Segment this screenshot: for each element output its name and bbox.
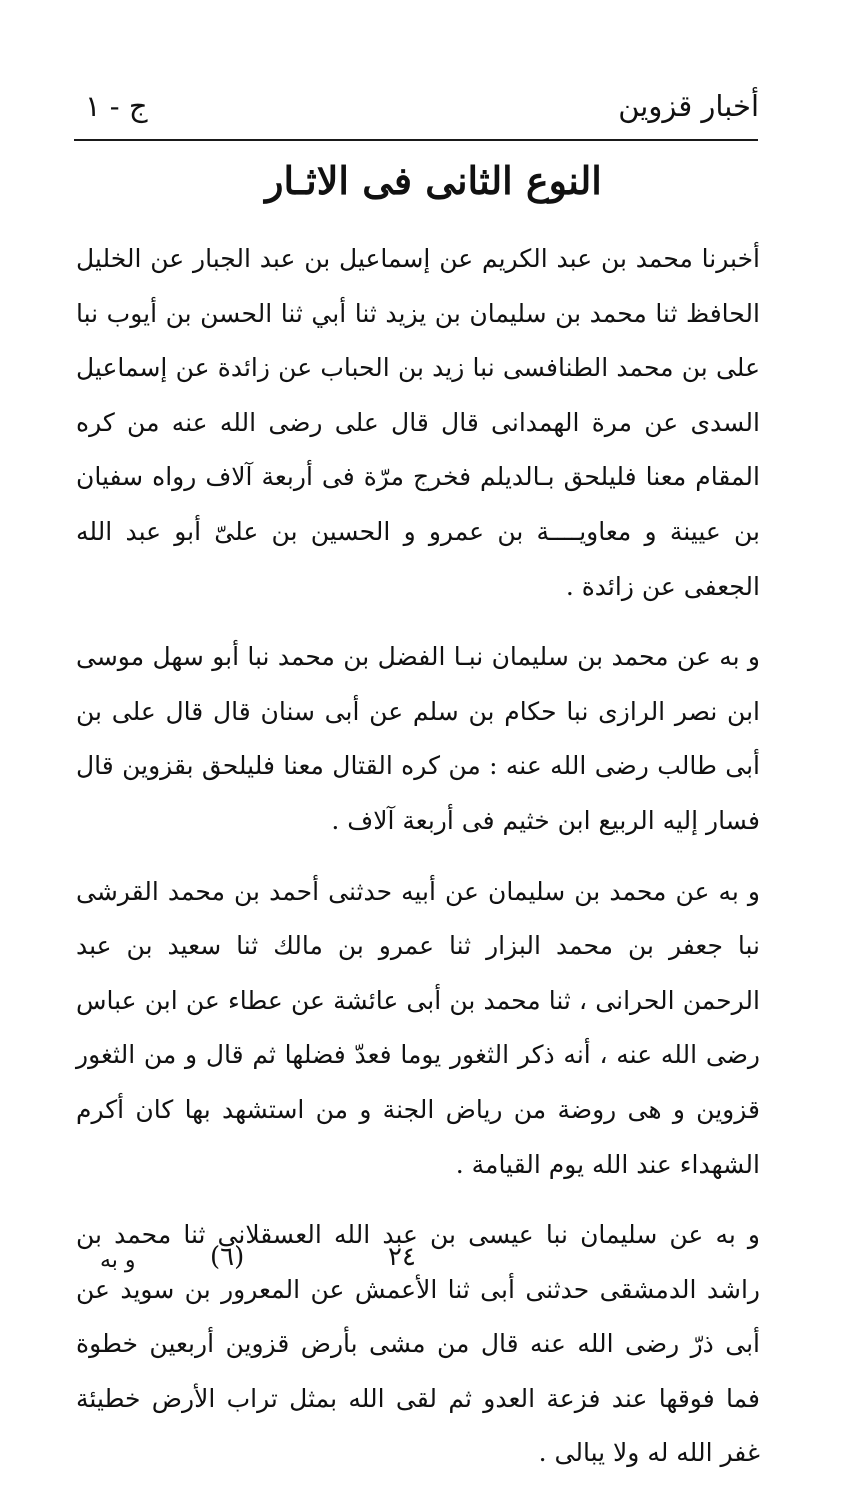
body-text <box>76 232 760 1497</box>
paragraph: و به عن محمد بن سليمان نبـا الفضل بن محمد نبا أبو سهل موسى ابن نصر الرازى نبا حكام بن سلم عن أبى سنان قال قال على بن أبى طالب رضى الله عنه : من كره القتال معنا فليلحق بقزوين قال فسار إليه الربيع ابن خثيم فى أربعة آلاف . <box>76 642 760 835</box>
volume-label: ج - ١ <box>85 89 148 123</box>
page-footer <box>0 1242 867 1282</box>
signature-mark: (٦) <box>210 1242 245 1272</box>
catchword: و به <box>100 1248 136 1273</box>
section-title: النوع الثانى فى الاثـار <box>265 158 602 203</box>
paragraph: و به عن سليمان نبا عيسى بن عبد الله العسقلانى ثنا محمد بن راشد الدمشقى حدثنى أبى ثنا الأعمش عن المعرور بن سويد عن أبى ذرّ رضى الله عنه قال من مشى بأرض قزوين أربعين خطوة فما فوقها عند فزعة العدو ثم لقى الله بمثل تراب الأرض خطيئة غفر الله له ولا يبالى . <box>76 1220 760 1468</box>
running-title: أخبار قزوين <box>618 89 759 123</box>
paragraph: و به عن محمد بن سليمان عن أبيه حدثنى أحمد بن محمد القرشى نبا جعفر بن محمد البزار ثنا عمرو بن مالك ثنا سعيد بن عبد الرحمن الحرانى ، ثنا محمد بن أبى عائشة عن عطاء عن ابن عباس رضى الله عنه ، أنه ذكر الثغور يوما فعدّ فضلها ثم قال و من الثغور قزوين و هى روضة من رياض الجنة و من استشهد بها كان أكرم الشهداء عند الله يوم القيامة . <box>76 876 760 1179</box>
page-number: ٢٤ <box>388 1242 416 1272</box>
paragraph: أخبرنا محمد بن عبد الكريم عن إسماعيل بن عبد الجبار عن الخليل الحافظ ثنا محمد بن سليمان بن يزيد ثنا أبي ثنا الحسن بن أيوب نبا على بن محمد الطنافسى نبا زيد بن الحباب عن زائدة عن إسماعيل السدى عن مرة الهمدانى قال قال على رضى الله عنه من كره المقام معنا فليلحق بـالديلم فخرج مرّة فى أربعة آلاف رواه سفيان بن عيينة و معاويــــة بن عمرو و الحسين بن علىّ أبو عبد الله الجعفى عن زائدة . <box>76 244 760 601</box>
header-rule <box>74 139 758 141</box>
